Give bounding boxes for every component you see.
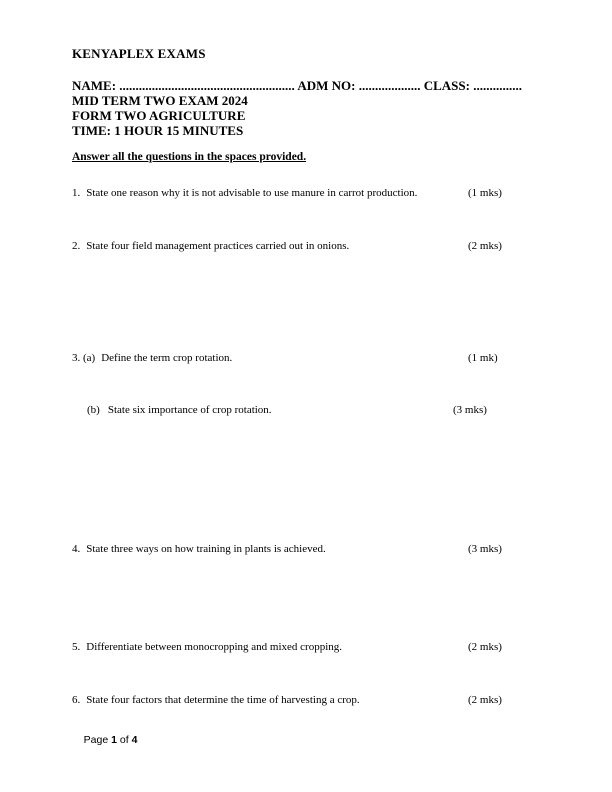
question-marks: (1 mk) bbox=[468, 352, 498, 364]
question-text: Differentiate between monocropping and mixed cropping. bbox=[86, 641, 343, 653]
question-row bbox=[72, 542, 540, 556]
question-row bbox=[72, 693, 540, 707]
question-number: (b) bbox=[87, 404, 100, 416]
question-marks: (2 mks) bbox=[468, 641, 502, 653]
question-marks: (3 mks) bbox=[468, 543, 502, 555]
time-allowed-line: TIME: 1 HOUR 15 MINUTES bbox=[72, 123, 244, 138]
question-number: 3. (a) bbox=[72, 352, 96, 364]
question-row bbox=[72, 186, 540, 200]
footer-total-pages: 4 bbox=[131, 734, 138, 746]
subject-line: FORM TWO AGRICULTURE bbox=[72, 108, 246, 123]
question-text: State six importance of crop rotation. bbox=[107, 404, 272, 416]
name-adm-class-fill-line: NAME: ...................................................... ADM NO: ................... CLASS: ............... bbox=[72, 78, 522, 93]
footer-page-label: Page bbox=[83, 734, 112, 746]
question-row bbox=[72, 640, 540, 654]
page-footer bbox=[72, 722, 137, 758]
footer-of-label: of bbox=[116, 734, 132, 746]
question-marks: (2 mks) bbox=[468, 694, 502, 706]
question-number: 1. bbox=[72, 187, 81, 199]
question-text: State four field management practices carried out in onions. bbox=[86, 240, 350, 252]
exam-title-line: MID TERM TWO EXAM 2024 bbox=[72, 93, 248, 108]
question-marks: (2 mks) bbox=[468, 240, 502, 252]
question-row bbox=[72, 403, 555, 417]
question-number: 5. bbox=[72, 641, 81, 653]
question-text: Define the term crop rotation. bbox=[101, 352, 233, 364]
footer-current-page: 1 bbox=[111, 734, 117, 746]
question-row bbox=[72, 239, 540, 253]
question-row bbox=[72, 351, 540, 365]
exam-board-title: KENYAPLEX EXAMS bbox=[72, 46, 206, 61]
question-text: State four factors that determine the time of harvesting a crop. bbox=[86, 694, 360, 706]
question-text: State three ways on how training in plants is achieved. bbox=[86, 543, 326, 555]
question-number: 4. bbox=[72, 543, 81, 555]
instructions-heading: Answer all the questions in the spaces provided. bbox=[72, 151, 307, 163]
question-number: 6. bbox=[72, 694, 81, 706]
question-number: 2. bbox=[72, 240, 81, 252]
question-marks: (3 mks) bbox=[453, 404, 487, 416]
question-marks: (1 mks) bbox=[468, 187, 502, 199]
question-text: State one reason why it is not advisable to use manure in carrot production. bbox=[86, 187, 418, 199]
